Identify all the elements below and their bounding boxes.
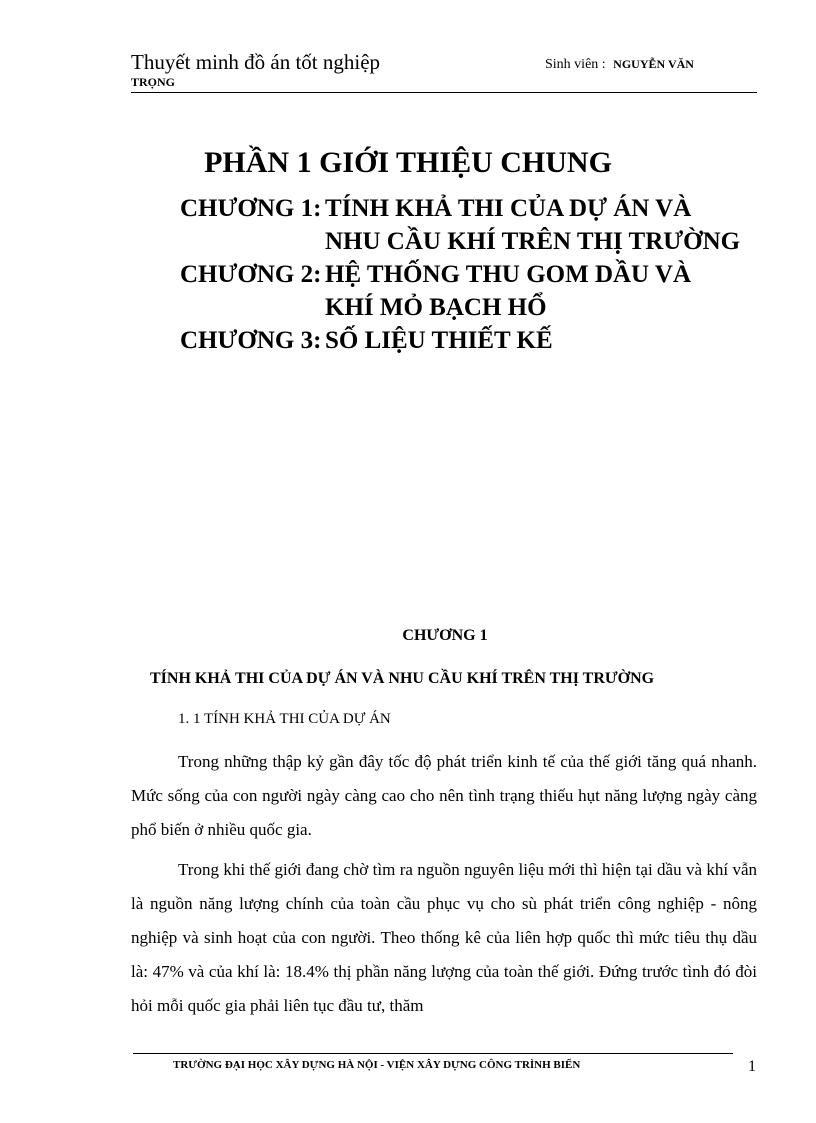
toc-entry [180, 258, 745, 324]
student-name: NGUYỄN VĂN [613, 57, 694, 71]
student-label: Sinh viên : [545, 57, 606, 72]
toc-entry [180, 324, 745, 357]
toc-chapter-title: HỆ THỐNG THU GOM DẦU VÀ KHÍ MỎ BẠCH HỔ [325, 261, 692, 321]
page-number: 1 [748, 1058, 756, 1075]
footer-divider [133, 1053, 733, 1054]
section-heading: 1. 1 TÍNH KHẢ THI CỦA DỰ ÁN [178, 711, 391, 727]
header-divider [131, 92, 757, 93]
footer-institution: TRƯỜNG ĐẠI HỌC XÂY DỰNG HÀ NỘI - VIỆN XÂY DỰNG CÔNG TRÌNH BIỂN [173, 1059, 581, 1071]
body-paragraph: Trong những thập kỷ gần đây tốc độ phát triển kinh tế của thế giới tăng quá nhanh. Mức sống của con người ngày càng cao cho nên tình trạng thiếu hụt năng lượng ngày càng phổ biến ở nhiều quốc gia. [131, 752, 757, 839]
part-title: PHẦN 1 GIỚI THIỆU CHUNG [204, 146, 612, 179]
chapter-heading: CHƯƠNG 1 [402, 627, 488, 644]
toc-chapter-number: CHƯƠNG 3: [180, 327, 322, 354]
page-header-right [545, 57, 694, 73]
toc-chapter-title: SỐ LIỆU THIẾT KẾ [325, 327, 553, 354]
body-paragraph: Trong khi thế giới đang chờ tìm ra nguồn nguyên liệu mới thì hiện tại dầu và khí vẫn là nguồn năng lượng chính của toàn cầu phục vụ cho sù phát triển công nghiệp - nông nghiệp và sinh hoạt của con người. Theo thống kê của liên hợp quốc thì mức tiêu thụ dầu là: 47% và của khí là: 18.4% thị phần năng lượng của toàn thế giới. Đứng trước tình đó đòi hỏi mỗi quốc gia phải liên tục đầu tư, thăm [131, 860, 757, 1015]
toc-entry [180, 192, 745, 258]
document-title: Thuyết minh đồ án tốt nghiệp [131, 50, 381, 74]
student-name-continuation: TRỌNG [131, 75, 176, 89]
toc-chapter-number: CHƯƠNG 2: [180, 261, 322, 288]
chapter-subheading: TÍNH KHẢ THI CỦA DỰ ÁN VÀ NHU CẦU KHÍ TRÊN THỊ TRƯỜNG [150, 670, 655, 687]
toc-chapter-title: TÍNH KHẢ THI CỦA DỰ ÁN VÀ NHU CẦU KHÍ TRÊN THỊ TRƯỜNG [325, 195, 741, 255]
table-of-contents [180, 192, 745, 357]
toc-chapter-number: CHƯƠNG 1: [180, 195, 322, 222]
page-header-left [131, 50, 380, 89]
